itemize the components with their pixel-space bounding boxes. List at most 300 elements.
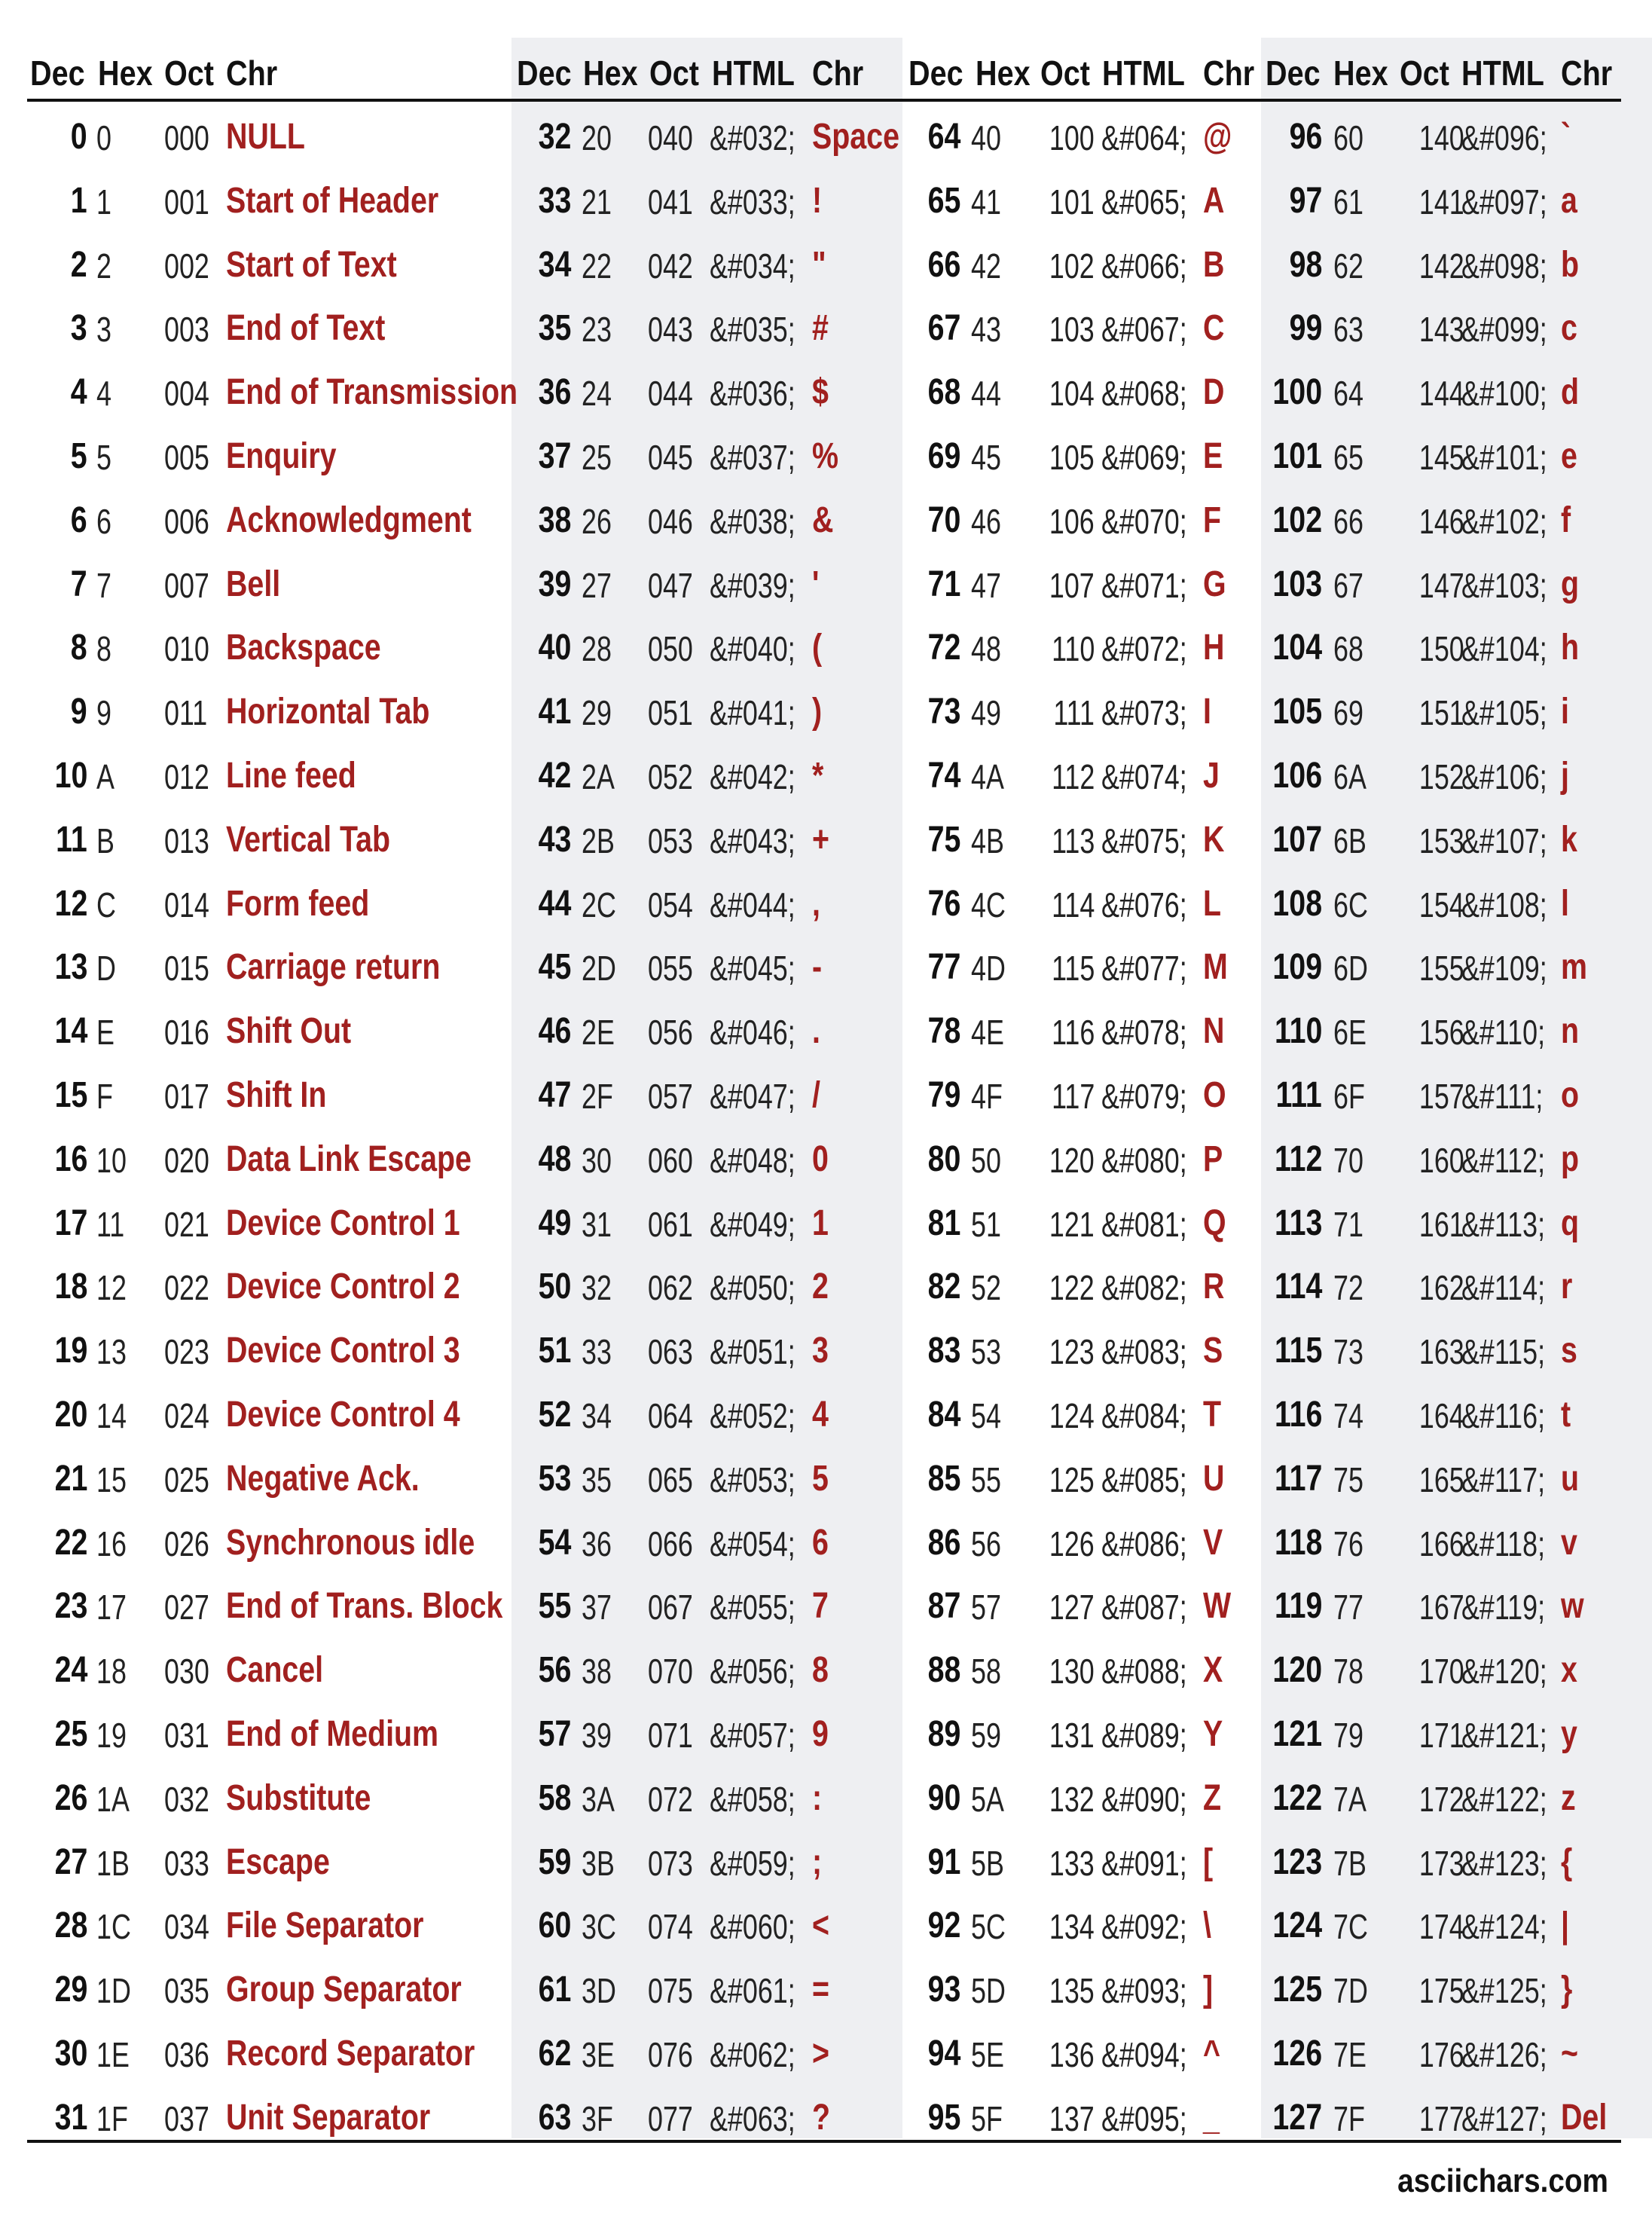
- bottom-rule: [27, 2140, 1621, 2143]
- oct-value: 020: [164, 1141, 209, 1180]
- char-value: 6: [812, 1523, 829, 1563]
- oct-value: 177: [1419, 2099, 1464, 2138]
- column-header: Chr: [1203, 53, 1255, 93]
- hex-value: 3: [96, 310, 111, 349]
- oct-value: 153: [1419, 821, 1464, 860]
- hex-value: 20: [582, 118, 612, 157]
- char-value: Cancel: [226, 1650, 324, 1690]
- oct-value: 144: [1419, 374, 1464, 413]
- html-entity: &#062;: [710, 2035, 795, 2074]
- hex-value: 72: [1333, 1268, 1363, 1307]
- dec-value: 101: [1272, 436, 1322, 476]
- dec-value: 79: [927, 1075, 960, 1115]
- char-value: g: [1561, 564, 1580, 604]
- char-value: 8: [812, 1650, 829, 1690]
- char-value: _: [1203, 2098, 1220, 2138]
- char-value: q: [1561, 1203, 1580, 1243]
- hex-value: 3C: [582, 1907, 616, 1946]
- hex-value: 27: [582, 566, 612, 605]
- dec-value: 88: [927, 1650, 960, 1690]
- html-entity: &#046;: [710, 1013, 795, 1052]
- dec-value: 78: [927, 1011, 960, 1051]
- dec-value: 89: [927, 1714, 960, 1754]
- hex-value: 42: [971, 246, 1001, 286]
- dec-value: 112: [1274, 1139, 1322, 1179]
- char-value: A: [1203, 181, 1225, 221]
- dec-value: 99: [1289, 308, 1322, 348]
- oct-value: 021: [164, 1205, 209, 1244]
- oct-value: 031: [164, 1716, 209, 1755]
- char-value: k: [1561, 820, 1577, 860]
- hex-value: 60: [1333, 118, 1363, 157]
- oct-value: 114: [1051, 885, 1095, 924]
- dec-value: 15: [54, 1075, 87, 1115]
- dec-value: 114: [1274, 1267, 1322, 1307]
- char-value: Device Control 3: [226, 1331, 460, 1371]
- oct-value: 162: [1419, 1268, 1464, 1307]
- dec-value: 0: [71, 117, 87, 157]
- html-entity: &#055;: [710, 1588, 795, 1627]
- html-entity: &#087;: [1101, 1588, 1187, 1627]
- dec-value: 54: [538, 1523, 571, 1563]
- hex-value: 33: [582, 1332, 612, 1371]
- char-value: T: [1203, 1395, 1222, 1435]
- oct-value: 070: [648, 1652, 693, 1691]
- hex-value: 23: [582, 310, 612, 349]
- dec-value: 113: [1274, 1203, 1322, 1243]
- oct-value: 005: [164, 438, 209, 477]
- oct-value: 023: [164, 1332, 209, 1371]
- hex-value: 24: [582, 374, 612, 413]
- oct-value: 073: [648, 1844, 693, 1883]
- dec-value: 76: [927, 884, 960, 924]
- dec-value: 70: [927, 500, 960, 540]
- dec-value: 106: [1272, 756, 1322, 796]
- char-value: d: [1561, 372, 1580, 412]
- dec-value: 118: [1274, 1523, 1322, 1563]
- char-value: w: [1561, 1586, 1584, 1626]
- oct-value: 051: [648, 693, 693, 732]
- dec-value: 92: [927, 1906, 960, 1945]
- dec-value: 74: [927, 756, 960, 796]
- oct-value: 124: [1049, 1396, 1095, 1435]
- oct-value: 104: [1049, 374, 1095, 413]
- char-value: 7: [812, 1586, 829, 1626]
- dec-value: 43: [538, 820, 571, 860]
- dec-value: 36: [538, 372, 571, 412]
- hex-value: 2A: [582, 757, 615, 796]
- html-entity: &#039;: [710, 566, 795, 605]
- dec-value: 21: [54, 1459, 87, 1499]
- oct-value: 151: [1419, 693, 1464, 732]
- char-value: f: [1561, 500, 1571, 540]
- dec-value: 103: [1272, 564, 1322, 604]
- hex-value: 1C: [96, 1907, 131, 1946]
- dec-value: 3: [71, 308, 87, 348]
- html-entity: &#105;: [1461, 693, 1547, 732]
- char-value: D: [1203, 372, 1225, 412]
- html-entity: &#106;: [1461, 757, 1547, 796]
- html-entity: &#061;: [710, 1971, 795, 2010]
- html-entity: &#094;: [1101, 2035, 1187, 2074]
- html-entity: &#119;: [1461, 1588, 1546, 1627]
- oct-value: 060: [648, 1141, 693, 1180]
- char-value: Carriage return: [226, 947, 441, 987]
- hex-value: 7: [96, 566, 111, 605]
- hex-value: 78: [1333, 1652, 1363, 1691]
- dec-value: 13: [54, 947, 87, 987]
- char-value: [: [1203, 1842, 1214, 1882]
- html-entity: &#044;: [710, 885, 795, 924]
- html-entity: &#041;: [710, 693, 795, 732]
- char-value: Start of Header: [226, 181, 439, 221]
- char-value: P: [1203, 1139, 1223, 1179]
- hex-value: 5D: [971, 1971, 1006, 2010]
- char-value: $: [812, 372, 829, 412]
- html-entity: &#127;: [1461, 2099, 1547, 2138]
- char-value: *: [812, 756, 824, 796]
- html-entity: &#125;: [1461, 1971, 1547, 2010]
- dec-value: 77: [927, 947, 960, 987]
- char-value: Device Control 2: [226, 1267, 460, 1307]
- char-value: o: [1561, 1075, 1580, 1115]
- html-entity: &#103;: [1461, 566, 1547, 605]
- oct-value: 154: [1419, 885, 1464, 924]
- oct-value: 043: [648, 310, 693, 349]
- oct-value: 106: [1049, 502, 1095, 541]
- html-entity: &#088;: [1101, 1652, 1187, 1691]
- column-header: Dec: [1266, 53, 1321, 93]
- hex-value: 18: [96, 1652, 127, 1691]
- hex-value: 3F: [582, 2099, 613, 2138]
- dec-value: 47: [538, 1075, 571, 1115]
- char-value: ?: [812, 2098, 831, 2138]
- hex-value: 11: [96, 1205, 125, 1244]
- html-entity: &#051;: [710, 1332, 795, 1371]
- oct-value: 077: [648, 2099, 693, 2138]
- oct-value: 012: [164, 757, 209, 796]
- oct-value: 166: [1419, 1524, 1464, 1563]
- hex-value: 14: [96, 1396, 127, 1435]
- char-value: h: [1561, 628, 1580, 668]
- dec-value: 80: [927, 1139, 960, 1179]
- hex-value: 9: [96, 693, 111, 732]
- dec-value: 29: [54, 1970, 87, 2009]
- dec-value: 66: [927, 245, 960, 285]
- char-value: Shift Out: [226, 1011, 352, 1051]
- hex-value: 51: [971, 1205, 1001, 1244]
- hex-value: 49: [971, 693, 1001, 732]
- oct-value: 032: [164, 1780, 209, 1819]
- html-entity: &#100;: [1461, 374, 1547, 413]
- html-entity: &#084;: [1101, 1396, 1187, 1435]
- char-value: F: [1203, 500, 1222, 540]
- char-value: 1: [812, 1203, 829, 1243]
- html-entity: &#043;: [710, 821, 795, 860]
- html-entity: &#040;: [710, 629, 795, 668]
- dec-value: 127: [1272, 2098, 1322, 2138]
- char-value: {: [1561, 1842, 1573, 1882]
- char-value: End of Text: [226, 308, 386, 348]
- column-header: HTML: [1461, 53, 1544, 93]
- char-value: <: [812, 1906, 829, 1945]
- oct-value: 156: [1419, 1013, 1464, 1052]
- oct-value: 001: [164, 182, 209, 222]
- oct-value: 112: [1051, 757, 1095, 796]
- html-entity: &#048;: [710, 1141, 795, 1180]
- dec-value: 107: [1272, 820, 1322, 860]
- dec-value: 32: [538, 117, 571, 157]
- oct-value: 026: [164, 1524, 209, 1563]
- column-header: Chr: [226, 53, 278, 93]
- oct-value: 165: [1419, 1460, 1464, 1499]
- column-header: Chr: [1561, 53, 1613, 93]
- char-value: x: [1561, 1650, 1577, 1690]
- hex-value: 26: [582, 502, 612, 541]
- char-value: J: [1203, 756, 1220, 796]
- hex-value: D: [96, 949, 116, 988]
- char-value: V: [1203, 1523, 1223, 1563]
- char-value: E: [1203, 436, 1223, 476]
- oct-value: 075: [648, 1971, 693, 2010]
- html-entity: &#034;: [710, 246, 795, 286]
- column-header: Oct: [1400, 53, 1449, 93]
- hex-value: E: [96, 1013, 115, 1052]
- char-value: c: [1561, 308, 1577, 348]
- hex-value: 50: [971, 1141, 1001, 1180]
- column-header: Dec: [517, 53, 572, 93]
- char-value: `: [1561, 117, 1571, 157]
- dec-value: 115: [1274, 1331, 1322, 1371]
- hex-value: 21: [582, 182, 612, 222]
- dec-value: 121: [1272, 1714, 1322, 1754]
- dec-value: 91: [927, 1842, 960, 1882]
- oct-value: 146: [1419, 502, 1464, 541]
- hex-value: 56: [971, 1524, 1001, 1563]
- hex-value: 5E: [971, 2035, 1004, 2074]
- dec-value: 64: [927, 117, 960, 157]
- hex-value: 64: [1333, 374, 1363, 413]
- oct-value: 131: [1049, 1716, 1095, 1755]
- hex-value: 2: [96, 246, 111, 286]
- dec-value: 87: [927, 1586, 960, 1626]
- oct-value: 172: [1419, 1780, 1464, 1819]
- hex-value: 7D: [1333, 1971, 1368, 2010]
- html-entity: &#085;: [1101, 1460, 1187, 1499]
- hex-value: 6D: [1333, 949, 1368, 988]
- dec-value: 63: [538, 2098, 571, 2138]
- column-header: Oct: [649, 53, 699, 93]
- oct-value: 143: [1419, 310, 1464, 349]
- html-entity: &#121;: [1461, 1716, 1547, 1755]
- html-entity: &#069;: [1101, 438, 1187, 477]
- hex-value: 2E: [582, 1013, 615, 1052]
- oct-value: 150: [1419, 629, 1464, 668]
- html-entity: &#108;: [1461, 885, 1547, 924]
- char-value: Device Control 4: [226, 1395, 460, 1435]
- html-entity: &#071;: [1101, 566, 1187, 605]
- hex-value: 39: [582, 1716, 612, 1755]
- html-entity: &#063;: [710, 2099, 795, 2138]
- dec-value: 122: [1272, 1778, 1322, 1818]
- hex-value: 45: [971, 438, 1001, 477]
- dec-value: 35: [538, 308, 571, 348]
- dec-value: 97: [1289, 181, 1322, 221]
- hex-value: 34: [582, 1396, 612, 1435]
- html-entity: &#070;: [1101, 502, 1187, 541]
- html-entity: &#113;: [1461, 1205, 1546, 1244]
- oct-value: 130: [1049, 1652, 1095, 1691]
- hex-value: 37: [582, 1588, 612, 1627]
- dec-value: 82: [927, 1267, 960, 1307]
- dec-value: 19: [54, 1331, 87, 1371]
- char-value: Del: [1561, 2098, 1608, 2138]
- html-entity: &#124;: [1461, 1907, 1547, 1946]
- html-entity: &#107;: [1461, 821, 1547, 860]
- char-value: S: [1203, 1331, 1223, 1371]
- dec-value: 34: [538, 245, 571, 285]
- char-value: NULL: [226, 117, 305, 157]
- char-value: t: [1561, 1395, 1571, 1435]
- dec-value: 55: [538, 1586, 571, 1626]
- hex-value: 4D: [971, 949, 1006, 988]
- dec-value: 85: [927, 1459, 960, 1499]
- dec-value: 24: [54, 1650, 87, 1690]
- char-value: ": [812, 245, 826, 285]
- oct-value: 065: [648, 1460, 693, 1499]
- hex-value: 36: [582, 1524, 612, 1563]
- dec-value: 2: [71, 245, 87, 285]
- oct-value: 101: [1049, 182, 1095, 222]
- char-value: y: [1561, 1714, 1577, 1754]
- char-value: ~: [1561, 2034, 1578, 2074]
- char-value: p: [1561, 1139, 1580, 1179]
- hex-value: 53: [971, 1332, 1001, 1371]
- html-entity: &#075;: [1101, 821, 1187, 860]
- char-value: Record Separator: [226, 2034, 475, 2074]
- char-value: a: [1561, 181, 1577, 221]
- dec-value: 33: [538, 181, 571, 221]
- hex-value: 0: [96, 118, 111, 157]
- oct-value: 064: [648, 1396, 693, 1435]
- dec-value: 68: [927, 372, 960, 412]
- char-value: +: [812, 820, 829, 860]
- hex-value: 58: [971, 1652, 1001, 1691]
- dec-value: 67: [927, 308, 960, 348]
- html-entity: &#123;: [1461, 1844, 1547, 1883]
- column-header: HTML: [1102, 53, 1185, 93]
- dec-value: 61: [538, 1970, 571, 2009]
- char-value: \: [1203, 1906, 1211, 1945]
- char-value: Y: [1203, 1714, 1223, 1754]
- oct-value: 155: [1419, 949, 1464, 988]
- html-entity: &#079;: [1101, 1077, 1187, 1116]
- char-value: R: [1203, 1267, 1225, 1307]
- dec-value: 56: [538, 1650, 571, 1690]
- hex-value: 29: [582, 693, 612, 732]
- char-value: I: [1203, 692, 1211, 732]
- dec-value: 104: [1272, 628, 1322, 668]
- char-value: ;: [812, 1842, 823, 1882]
- html-entity: &#066;: [1101, 246, 1187, 286]
- hex-value: 4B: [971, 821, 1004, 860]
- dec-value: 10: [54, 756, 87, 796]
- char-value: O: [1203, 1075, 1226, 1115]
- oct-value: 076: [648, 2035, 693, 2074]
- char-value: Negative Ack.: [226, 1459, 420, 1499]
- column-header: Hex: [583, 53, 638, 93]
- column-header: Dec: [30, 53, 85, 93]
- oct-value: 061: [648, 1205, 693, 1244]
- oct-value: 140: [1419, 118, 1464, 157]
- html-entity: &#042;: [710, 757, 795, 796]
- hex-value: 5C: [971, 1907, 1006, 1946]
- html-entity: &#052;: [710, 1396, 795, 1435]
- dec-value: 102: [1272, 500, 1322, 540]
- char-value: K: [1203, 820, 1225, 860]
- oct-value: 163: [1419, 1332, 1464, 1371]
- dec-value: 126: [1272, 2034, 1322, 2074]
- hex-value: 4: [96, 374, 111, 413]
- char-value: @: [1203, 117, 1232, 157]
- oct-value: 102: [1049, 246, 1095, 286]
- html-entity: &#056;: [710, 1652, 795, 1691]
- hex-value: 1E: [96, 2035, 130, 2074]
- dec-value: 119: [1274, 1586, 1322, 1626]
- html-entity: &#126;: [1461, 2035, 1547, 2074]
- html-entity: &#102;: [1461, 502, 1547, 541]
- hex-value: 5: [96, 438, 111, 477]
- html-entity: &#083;: [1101, 1332, 1187, 1371]
- hex-value: 7C: [1333, 1907, 1368, 1946]
- html-entity: &#054;: [710, 1524, 795, 1563]
- html-entity: &#081;: [1101, 1205, 1187, 1244]
- dec-value: 93: [927, 1970, 960, 2009]
- html-entity: &#112;: [1461, 1141, 1546, 1180]
- hex-value: 4C: [971, 885, 1006, 924]
- hex-value: 15: [96, 1460, 127, 1499]
- html-entity: &#099;: [1461, 310, 1547, 349]
- dec-value: 11: [56, 820, 87, 860]
- oct-value: 011: [164, 693, 208, 732]
- hex-value: 10: [96, 1141, 127, 1180]
- html-entity: &#089;: [1101, 1716, 1187, 1755]
- oct-value: 002: [164, 246, 209, 286]
- hex-value: 46: [971, 502, 1001, 541]
- oct-value: 100: [1049, 118, 1095, 157]
- hex-value: 71: [1333, 1205, 1363, 1244]
- oct-value: 053: [648, 821, 693, 860]
- char-value: L: [1203, 884, 1222, 924]
- hex-value: 57: [971, 1588, 1001, 1627]
- footer-site: asciichars.com: [1397, 2162, 1608, 2199]
- char-value: W: [1203, 1586, 1232, 1626]
- oct-value: 041: [648, 182, 693, 222]
- dec-value: 98: [1289, 245, 1322, 285]
- dec-value: 73: [927, 692, 960, 732]
- html-entity: &#091;: [1101, 1844, 1187, 1883]
- char-value: C: [1203, 308, 1225, 348]
- dec-value: 37: [538, 436, 571, 476]
- char-value: Backspace: [226, 628, 381, 668]
- oct-value: 052: [648, 757, 693, 796]
- oct-value: 057: [648, 1077, 693, 1116]
- html-entity: &#090;: [1101, 1780, 1187, 1819]
- dec-value: 45: [538, 947, 571, 987]
- dec-value: 110: [1274, 1011, 1322, 1051]
- char-value: U: [1203, 1459, 1225, 1499]
- html-entity: &#057;: [710, 1716, 795, 1755]
